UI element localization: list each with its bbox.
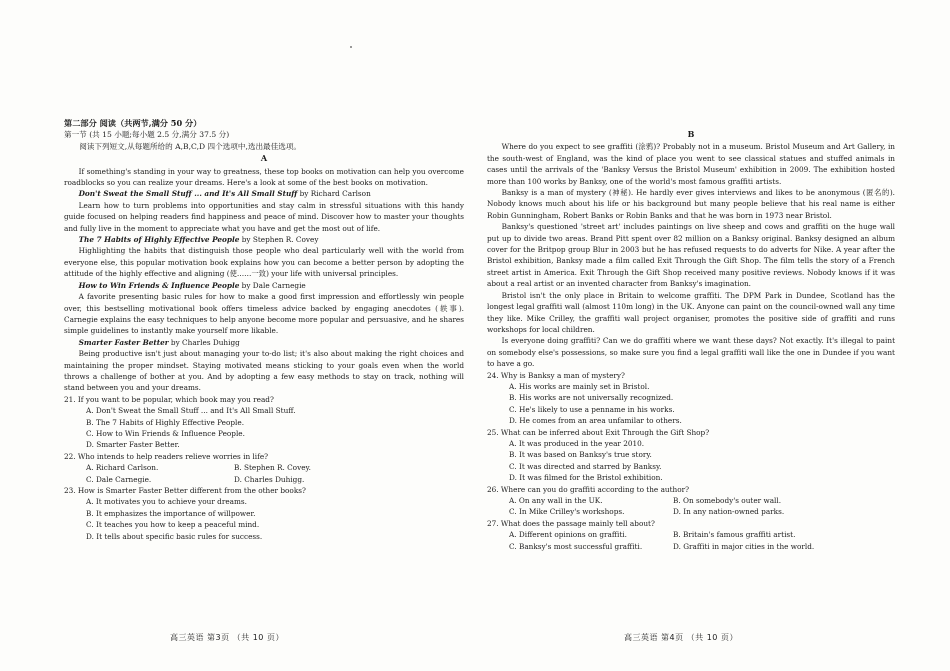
book-heading: Don't Sweat the Small Stuff ... and It's All Small Stuff by Richard Carlson: [78, 189, 371, 199]
option: B. On somebody's outer wall.: [673, 496, 782, 505]
option-row: [487, 495, 895, 506]
passage-b-paragraph: Banksy is a man of mystery (神秘). He hardly ever gives interviews and likes to be anonymous (匿名的). Nobody knows much about his life or his background but many people believe that his real name is either Robin Gunningham, Robert Banks or Robin Banks and that he was born in 1973 near Bristol.: [487, 188, 895, 220]
question-22: 22. Who intends to help readers relieve worries in life?: [64, 451, 269, 461]
option-row: [487, 541, 895, 552]
book-heading: The 7 Habits of Highly Effective People by Stephen R. Covey: [78, 235, 319, 245]
option: A. It motivates you to achieve your dreams.: [86, 497, 247, 507]
book-description: Highlighting the habits that distinguish those people who deal particularly well with the world from everyone else, this popular motivation book explains how you can become a better person by adopting the attitude of the highly effective and aligning (使……一致) your life with universal principles.: [64, 246, 464, 279]
option: A. On any wall in the UK.: [509, 496, 603, 505]
option: A. His works are mainly set in Bristol.: [509, 381, 650, 391]
option: D. Charles Duhigg.: [234, 474, 305, 484]
book-description: Learn how to turn problems into opportunities and stay calm in stressful situations with this handy guide focused on helping readers find happiness and peace of mind. Discover how to master your thoughts and fully live in the moment to appreciate what you have and get the most out of life.: [64, 200, 464, 233]
option: D. He comes from an area unfamilar to others.: [509, 416, 682, 426]
option: A. Don't Sweat the Small Stuff ... and It's All Small Stuff.: [86, 406, 296, 416]
section-header: 第二部分 阅读（共两节,满分 50 分）: [64, 118, 202, 128]
option-row: [487, 506, 895, 517]
question-25: 25. What can be inferred about Exit Through the Gift Shop?: [487, 427, 710, 437]
right-page: [487, 128, 895, 552]
scan-speck: [350, 46, 352, 48]
instruction: 阅读下列短文,从每题所给的 A,B,C,D 四个选项中,选出最佳选项。: [79, 141, 302, 151]
question-26: 26. Where can you do graffiti according to the author?: [487, 484, 690, 494]
passage-b-letter: B: [687, 129, 695, 139]
option: D. It tells about specific basic rules for success.: [86, 531, 263, 541]
option: D. In any nation-owned parks.: [673, 507, 785, 517]
subsection-header: 第一节 (共 15 小题;每小题 2.5 分,满分 37.5 分): [64, 130, 230, 140]
option: D. Graffiti in major cities in the world.: [673, 541, 815, 551]
option: C. It teaches you how to keep a peaceful mind.: [86, 520, 260, 530]
page-footer-left: 高三英语 第3页 （共 10 页）: [170, 633, 284, 642]
option: C. Banksy's most successful graffiti.: [509, 541, 643, 551]
left-page: [64, 118, 464, 542]
book-description: Being productive isn't just about managing your to-do list; it's also about making the right choices and maintaining the proper mindset. Staying motivated means sticking to your goals even when the world throws a challenge of bother at you. And by adopting a few easy methods to stay on track, nothing will stand between you and your dreams.: [64, 349, 464, 393]
question-23: 23. How is Smarter Faster Better different from the other books?: [64, 486, 306, 495]
option: C. In Mike Crilley's workshops.: [509, 507, 625, 517]
option: D. Smarter Faster Better.: [86, 440, 180, 450]
question-27: 27. What does the passage mainly tell about?: [487, 518, 655, 528]
option: C. Dale Carnegie.: [86, 474, 152, 484]
question-24: 24. Why is Banksy a man of mystery?: [487, 370, 625, 380]
option: B. It emphasizes the importance of willpower.: [86, 508, 256, 518]
option: C. He's likely to use a penname in his works.: [509, 404, 675, 414]
option: A. Different opinions on graffiti.: [509, 530, 627, 540]
option: D. It was filmed for the Bristol exhibition.: [509, 473, 663, 483]
page-footer-right: 高三英语 第4页 （共 10 页）: [624, 633, 738, 642]
option: B. Stephen R. Covey.: [234, 463, 311, 473]
option-row: [64, 474, 464, 485]
book-description: A favorite presenting basic rules for how to make a good first impression and effortlessly win people over, this bestselling motivational book offers timeless advice backed by engaging anecdotes (轶事). Carnegie explains the easy techniques to help anyone become more popular and persuasive, and he shares simple guidelines to instantly make yourself more likable.: [64, 292, 464, 336]
option-row: [487, 529, 895, 540]
passage-b-paragraph: Where do you expect to see graffiti (涂鸦)? Probably not in a museum. Bristol Museum and Art Gallery, in the south-west of England, was the kind of place you went to see classical statues and stuffed animals in cases until the arrivals of the 'Banksy Versus the Bristol Museum' exhibition in 2009. The exhibition hosted more than 100 works by Banksy, one of the world's most famous graffiti artists.: [487, 142, 895, 186]
passage-a-intro: If something's standing in your way to greatness, these top books on motivation can help you overcome roadblocks so you can realize your dreams. Here's a look at some of the best books on motivation.: [64, 166, 464, 188]
option: B. It was based on Banksy's true story.: [509, 450, 652, 460]
option: B. Britain's famous graffiti artist.: [673, 530, 796, 540]
option: B. His works are not universally recognized.: [509, 393, 674, 403]
passage-a-letter: A: [260, 153, 268, 164]
option-row: [64, 462, 464, 473]
question-21: 21. If you want to be popular, which book may you read?: [64, 394, 274, 404]
book-heading: Smarter Faster Better by Charles Duhigg: [78, 337, 240, 347]
passage-b-paragraph: Banksy's questioned 'street art' includes paintings on live sheep and cows and graffiti on the huge wall put up to divide two areas. Brand Pitt spent over 82 million on a Banksy original. Banksy designed an album cover for the Britpop group Blur in 2003 but he has refused requests to do adverts for Nike. A year after the Bristol exhibition, Banksy made a film called Exit Through the Gift Shop. The film tells the story of a French street artist in America. Exit Through the Gift Shop received many positive reviews. Nobody knows if it was about a real artist or an invented character from Banksy's imagination.: [487, 222, 895, 289]
option: A. Richard Carlson.: [86, 463, 159, 473]
passage-b-paragraph: Is everyone doing graffiti? Can we do graffiti where we want these days? Not exactly. It's illegal to paint on somebody else's possessions, so make sure you find a legal graffiti wall like the one in Dundee if you want to have a go.: [487, 336, 895, 369]
option: B. The 7 Habits of Highly Effective People.: [86, 417, 245, 427]
option: A. It was produced in the year 2010.: [509, 438, 645, 448]
option: C. How to Win Friends & Influence People.: [86, 428, 245, 438]
option: C. It was directed and starred by Banksy.: [509, 461, 662, 471]
book-heading: How to Win Friends & Influence People by Dale Carnegie: [78, 280, 306, 290]
passage-b-paragraph: Bristol isn't the only place in Britain to welcome graffiti. The DPM Park in Dundee, Scotland has the longest legal graffiti wall (almost 110m long) in the UK. Anyone can paint on the council-owned wall any time they like. Mike Crilley, the graffiti wall project organiser, promotes the positive side of graffiti and runs workshops for local children.: [487, 290, 895, 334]
